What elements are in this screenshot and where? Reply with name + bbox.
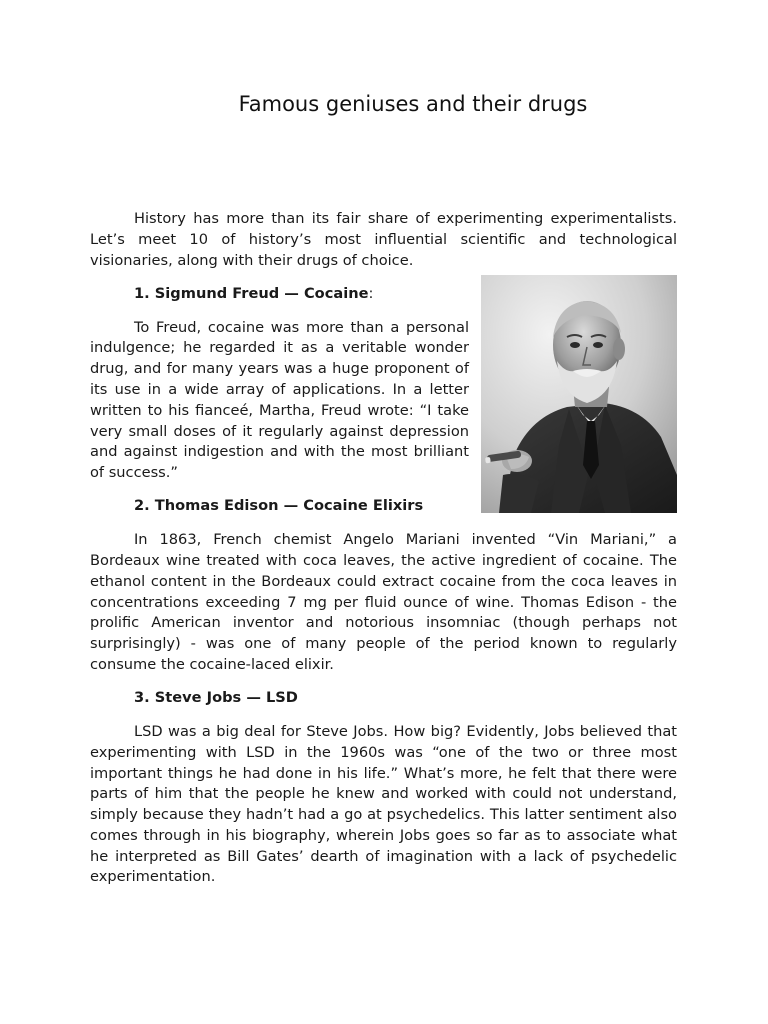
section-body-jobs: LSD was a big deal for Steve Jobs. How big? Evidently, Jobs believed that experimenting with LSD in the 1960s was “one of the two or three most important things he had done in his life.” What’s more, he felt that there were parts of him that the people he knew and worked with could not understand, simply because they hadn’t had a go at psychedelics. This latter sentiment also comes through in his biography, wherein Jobs goes so far as to associate what he interpreted as Bill Gates’ dearth of imagination with a lack of psychedelic experimentation.: [90, 722, 677, 886]
section-heading-jobs: [90, 688, 677, 709]
section-body-edison: In 1863, French chemist Angelo Mariani invented “Vin Mariani,” a Bordeaux wine treated with coca leaves, the active ingredient of cocaine. The ethanol content in the Bordeaux could extract cocaine from the coca leaves in concentrations exceeding 7 mg per fluid ounce of wine. Thomas Edison - the prolific American inventor and notorious insomniac (though perhaps not surprisingly) - was one of many people of the period known to regularly consume the cocaine-laced elixir.: [90, 531, 677, 673]
section-body-freud: To Freud, cocaine was more than a personal indulgence; he regarded it as a veritable wonder drug, and for many years was a huge proponent of its use in a wide array of applications. In a letter written to his fianceé, Martha, Freud wrote: “I take very small doses of it regularly against depression and against indigestion and with the most brilliant of success.”: [90, 318, 469, 482]
document-body: [90, 209, 677, 888]
section-heading-jobs-text: 3. Steve Jobs — LSD: [134, 689, 298, 707]
intro-paragraph: History has more than its fair share of experimenting experimentalists. Let’s meet 10 of history’s most influential scientific and technological visionaries, along with their drugs of choice.: [90, 210, 677, 269]
section-heading-freud-text: 1. Sigmund Freud — Cocaine: [134, 284, 369, 302]
page-title: Famous geniuses and their drugs: [238, 92, 588, 116]
section-heading-freud-suffix: :: [368, 284, 374, 302]
sigmund-freud-photo: [481, 275, 677, 513]
section-heading-edison-text: 2. Thomas Edison — Cocaine Elixirs: [134, 497, 424, 515]
